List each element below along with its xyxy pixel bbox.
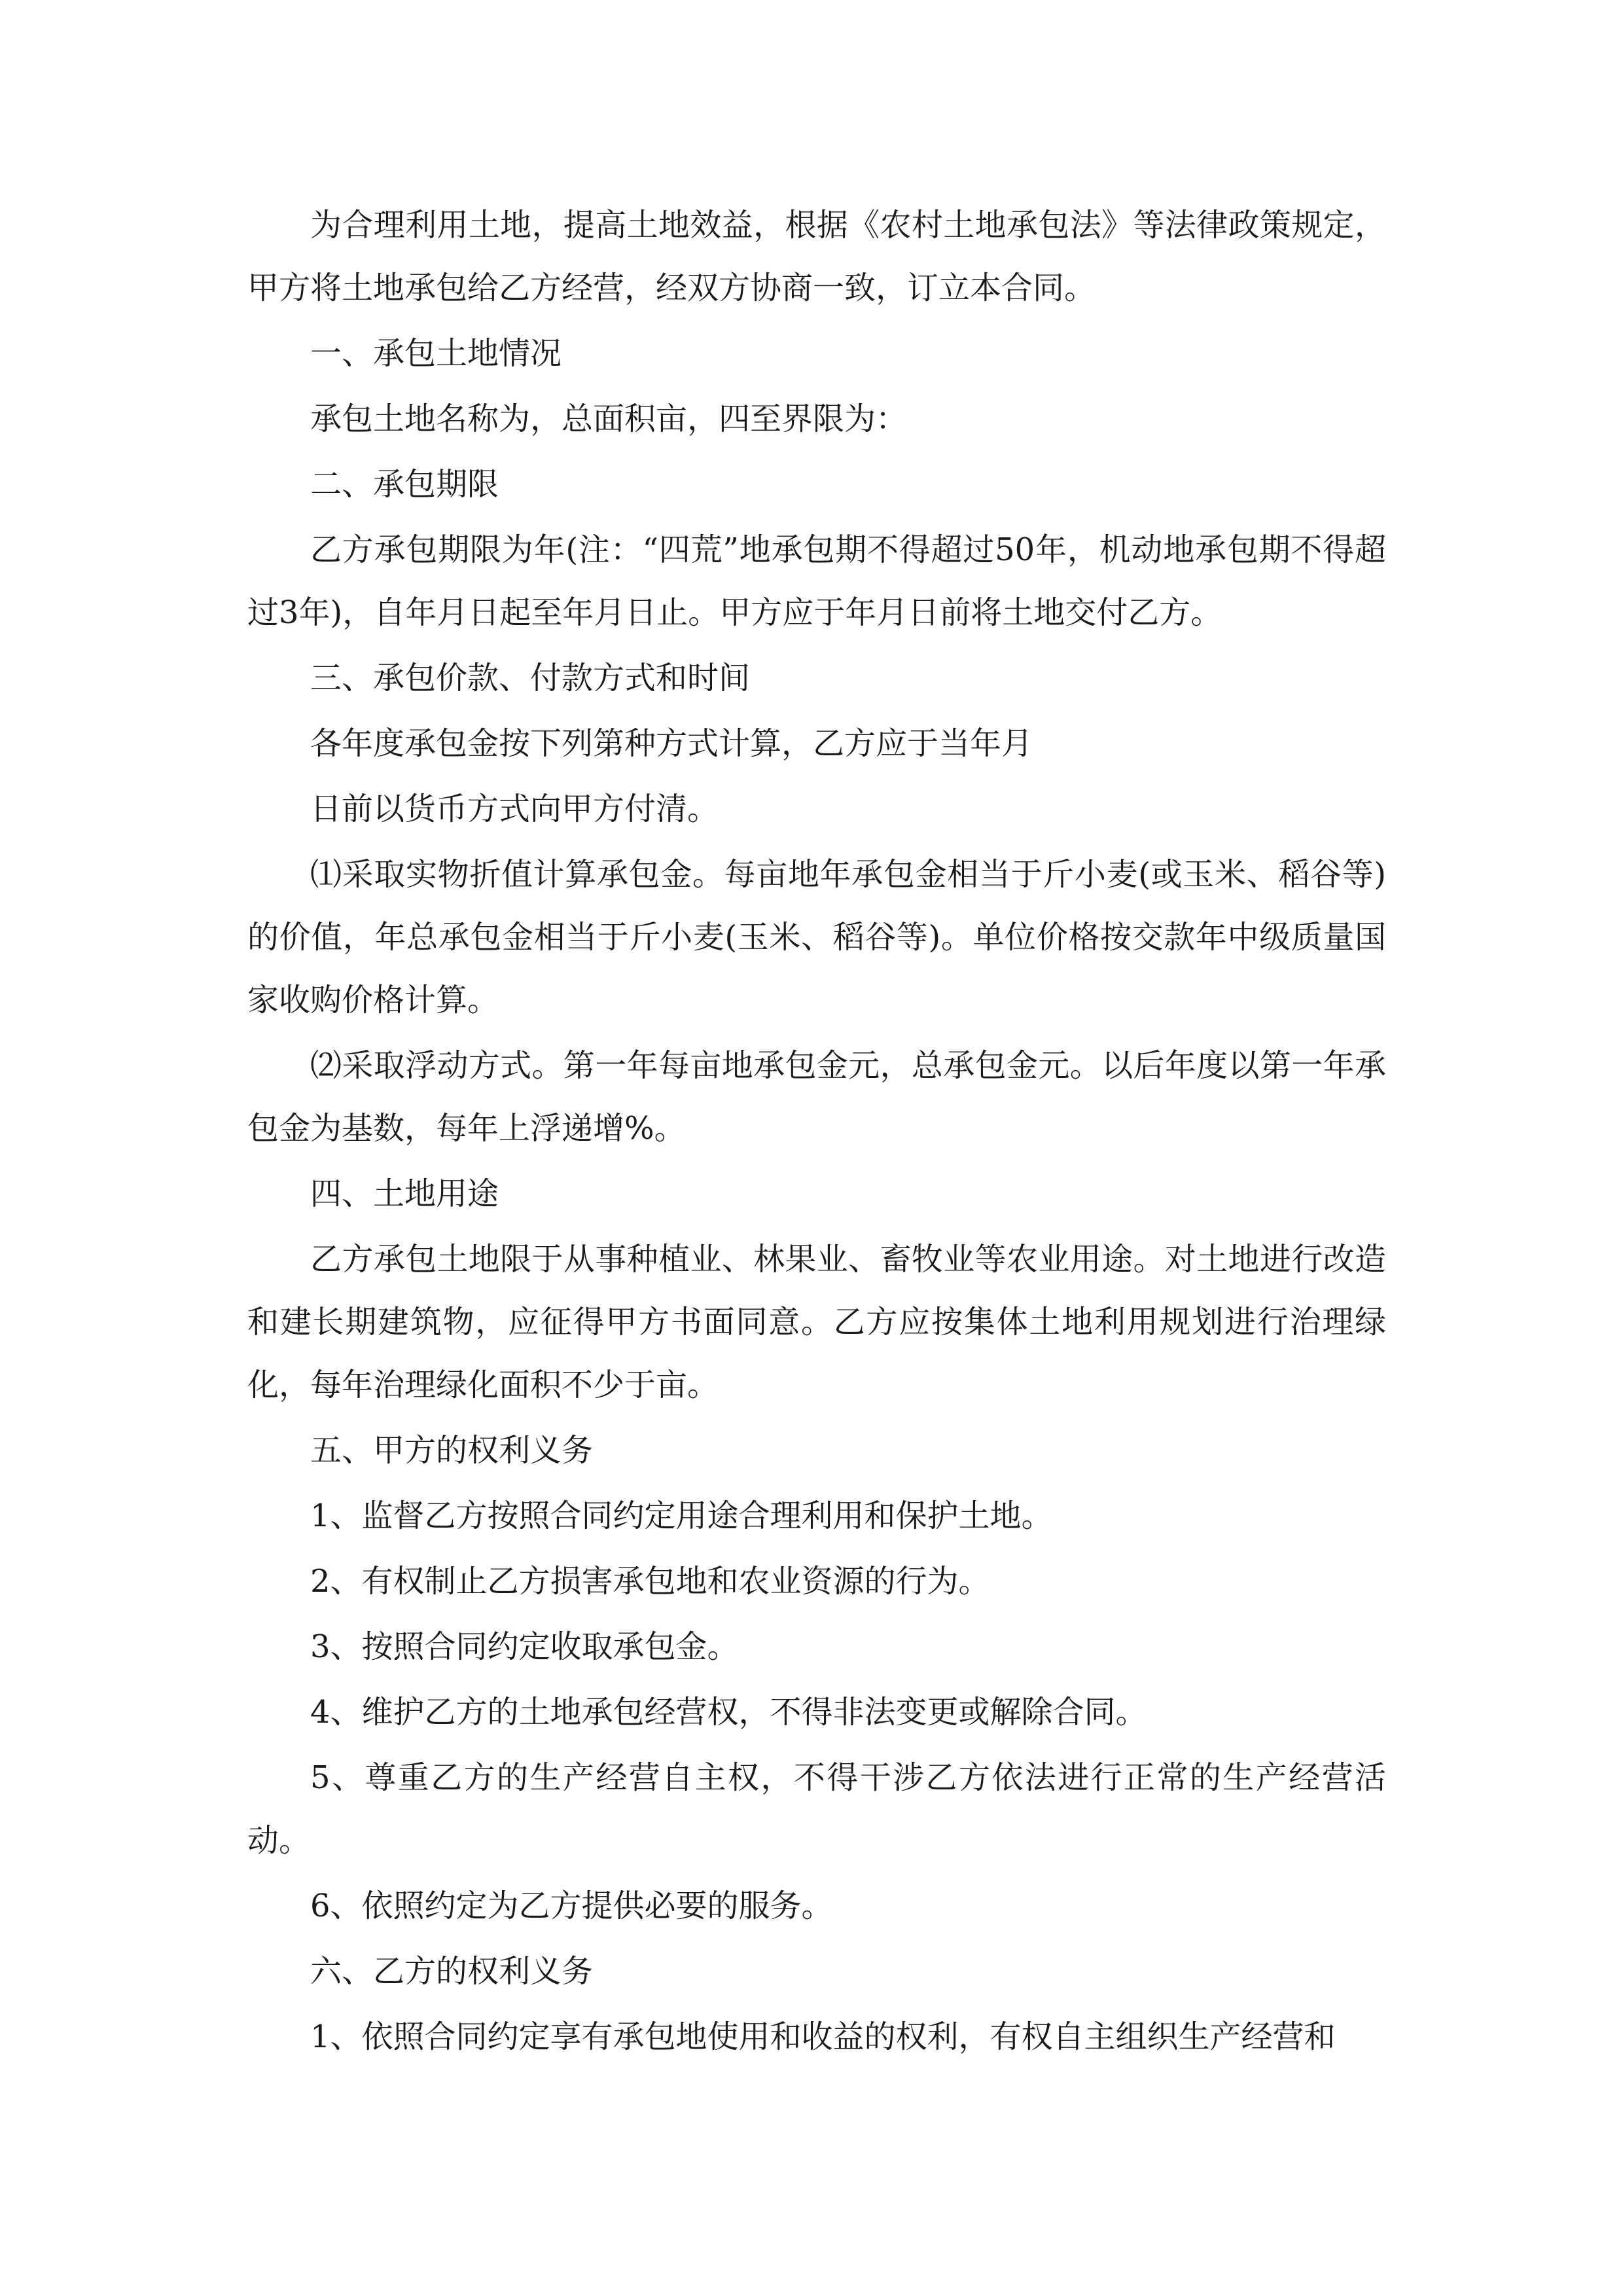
body-paragraph: 各年度承包金按下列第种方式计算，乙方应于当年月 [310, 725, 1033, 762]
body-paragraph: 承包土地名称为，总面积亩，四至界限为： [310, 401, 908, 437]
section-heading-2: 二、承包期限 [310, 466, 499, 503]
section-heading-1: 一、承包土地情况 [310, 335, 562, 372]
section-heading-6: 六、乙方的权利义务 [310, 1953, 594, 1990]
document-page [247, 194, 1386, 2068]
list-item: 1、监督乙方按照合同约定用途合理利用和保护土地。 [310, 1498, 1053, 1534]
section-heading-4: 四、土地用途 [310, 1175, 499, 1212]
list-item: 1、依照合同约定享有承包地使用和收益的权利，有权自主组织生产经营和 [310, 2018, 1336, 2055]
body-paragraph: 乙方承包期限为年(注：“四荒”地承包期不得超过50年，机动地承包期不得超过3年)，自年月日起至年月日止。甲方应于年月日前将土地交付乙方。 [247, 531, 1386, 631]
list-item: 2、有权制止乙方损害承包地和农业资源的行为。 [310, 1563, 990, 1600]
list-item: 5、尊重乙方的生产经营自主权，不得干涉乙方依法进行正常的生产经营活动。 [247, 1759, 1386, 1859]
list-item: 4、维护乙方的土地承包经营权，不得非法变更或解除合同。 [310, 1694, 1147, 1731]
section-heading-5: 五、甲方的权利义务 [310, 1432, 594, 1469]
body-paragraph: 日前以货币方式向甲方付清。 [310, 791, 719, 827]
list-item: 3、按照合同约定收取承包金。 [310, 1628, 739, 1665]
intro-paragraph: 为合理利用土地，提高土地效益，根据《农村土地承包法》等法律政策规定，甲方将土地承包给乙方经营，经双方协商一致，订立本合同。 [247, 207, 1386, 306]
list-item: 6、依照约定为乙方提供必要的服务。 [310, 1888, 833, 1924]
body-paragraph: 乙方承包土地限于从事种植业、林果业、畜牧业等农业用途。对土地进行改造和建长期建筑物，应征得甲方书面同意。乙方应按集体土地利用规划进行治理绿化，每年治理绿化面积不少于亩。 [247, 1241, 1386, 1403]
body-paragraph: ⑴采取实物折值计算承包金。每亩地年承包金相当于斤小麦(或玉米、稻谷等)的价值，年总承包金相当于斤小麦(玉米、稻谷等)。单位价格按交款年中级质量国家收购价格计算。 [247, 856, 1386, 1018]
body-paragraph: ⑵采取浮动方式。第一年每亩地承包金元，总承包金元。以后年度以第一年承包金为基数，每年上浮递增%。 [247, 1047, 1386, 1147]
section-heading-3: 三、承包价款、付款方式和时间 [310, 660, 751, 696]
